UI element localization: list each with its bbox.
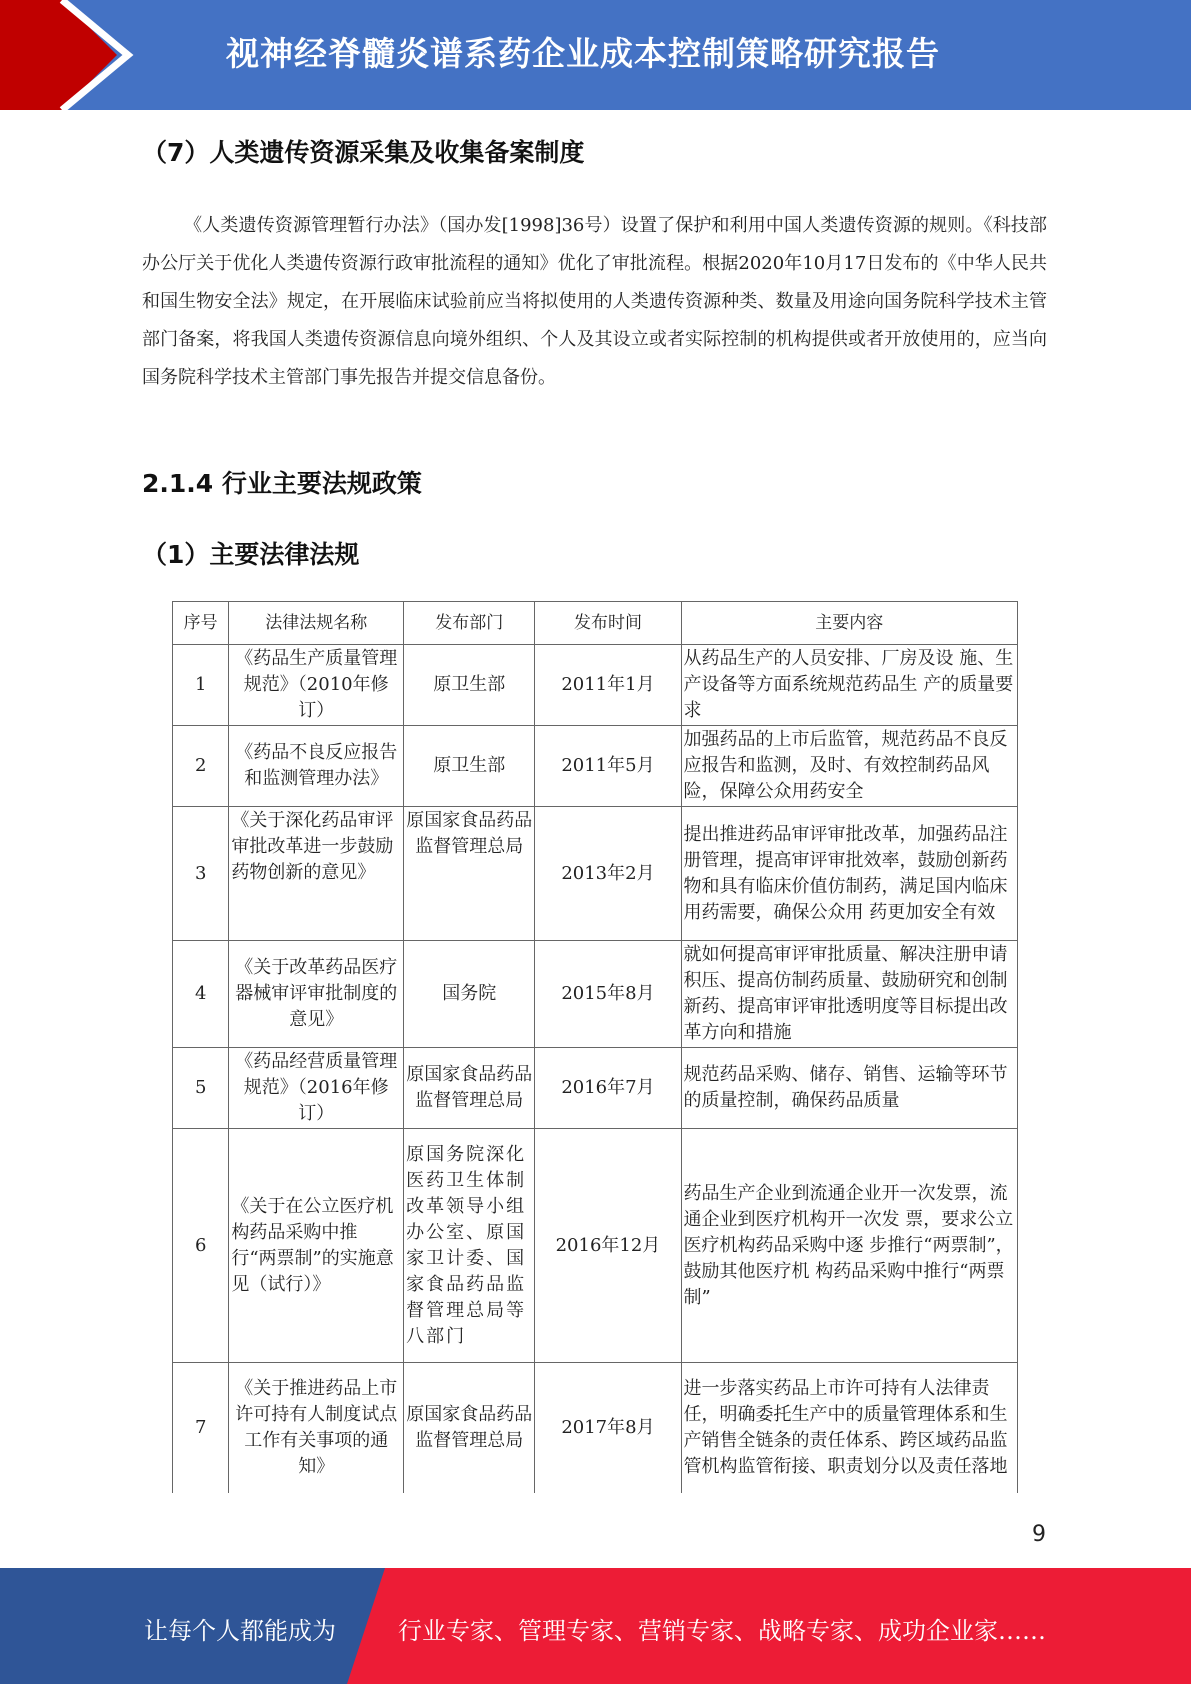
cell-date: 2017年8月 xyxy=(535,1363,681,1493)
cell-date: 2016年12月 xyxy=(535,1129,681,1363)
cell-no: 6 xyxy=(173,1129,229,1363)
cell-dept: 国务院 xyxy=(404,941,535,1048)
cell-content: 提出推进药品审评审批改革，加强药品注册管理，提高审评审批效率，鼓励创新药物和具有临床价值仿制药，满足国内临床用药需要，确保公众用 药更加安全有效 xyxy=(681,807,1017,941)
cell-dept: 原卫生部 xyxy=(404,645,535,726)
header-red-arrow xyxy=(0,0,117,110)
section-heading-2-1-4: 2.1.4 行业主要法规政策 xyxy=(142,469,422,498)
cell-name: 《药品经营质量管理规范》（2016年修订） xyxy=(229,1048,404,1129)
cell-date: 2015年8月 xyxy=(535,941,681,1048)
header-name: 法律法规名称 xyxy=(229,602,404,645)
footer-slogan-left: 让每个人都能成为 xyxy=(144,1617,336,1645)
table-row xyxy=(173,1129,1018,1363)
report-title: 视神经脊髓炎谱系药企业成本控制策略研究报告 xyxy=(226,34,940,73)
cell-content: 规范药品采购、储存、销售、运输等环节的质量控制，确保药品质量 xyxy=(681,1048,1017,1129)
report-footer xyxy=(0,1568,1191,1684)
cell-name: 《关于深化药品审评审批改革进一步鼓励药物创新的意见》 xyxy=(229,807,404,941)
laws-table xyxy=(172,601,1018,1493)
cell-date: 2013年2月 xyxy=(535,807,681,941)
header-content: 主要内容 xyxy=(681,602,1017,645)
cell-content: 就如何提高审评审批质量、解决注册申请积压、提高仿制药质量、鼓励研究和创制新药、提高审评审批透明度等目标提出改革方向和措施 xyxy=(681,941,1017,1048)
section-heading-genetic-resources: （7）人类遗传资源采集及收集备案制度 xyxy=(142,138,585,167)
cell-dept: 原国家食品药品监督管理总局 xyxy=(404,1363,535,1493)
cell-content: 进一步落实药品上市许可持有人法律责任，明确委托生产中的质量管理体系和生产销售全链条的责任体系、跨区域药品监管机构监管衔接、职责划分以及责任落地 xyxy=(681,1363,1017,1493)
cell-dept: 原卫生部 xyxy=(404,726,535,807)
cell-no: 1 xyxy=(173,645,229,726)
header-no: 序号 xyxy=(173,602,229,645)
table-row xyxy=(173,807,1018,941)
paragraph-text: 《人类遗传资源管理暂行办法》（国办发[1998]36号）设置了保护和利用中国人类遗传资源的规则。《科技部办公厅关于优化人类遗传资源行政审批流程的通知》优化了审批流程。根据2020年10月17日发布的《中华人民共和国生物安全法》规定，在开展临床试验前应当将拟使用的人类遗传资源种类、数量及用途向国务院科学技术主管部门备案，将我国人类遗传资源信息向境外组织、个人及其设立或者实际控制的机构提供或者开放使用的，应当向国务院科学技术主管部门事先报告并提交信息备份。 xyxy=(142,215,1047,388)
header-dept: 发布部门 xyxy=(404,602,535,645)
cell-dept: 原国家食品药品监督管理总局 xyxy=(404,807,535,941)
footer-slogan-right: 行业专家、管理专家、营销专家、战略专家、成功企业家…… xyxy=(398,1617,1046,1645)
cell-no: 7 xyxy=(173,1363,229,1493)
cell-date: 2011年5月 xyxy=(535,726,681,807)
table-header-row xyxy=(173,602,1018,645)
table-row xyxy=(173,645,1018,726)
cell-name: 《关于推进药品上市许可持有人制度试点工作有关事项的通知》 xyxy=(229,1363,404,1493)
cell-name: 《关于在公立医疗机构药品采购中推行“两票制”的实施意见（试行）》 xyxy=(229,1129,404,1363)
cell-name: 《药品生产质量管理规范》（2010年修订） xyxy=(229,645,404,726)
cell-dept: 原国务院深化医药卫生体制改革领导小组办公室、原国家卫计委、国家食品药品监督管理总局等八部门 xyxy=(404,1129,535,1363)
cell-content: 药品生产企业到流通企业开一次发票，流通企业到医疗机构开一次发 票，要求公立医疗机构药品采购中逐 步推行“两票制”，鼓励其他医疗机 构药品采购中推行“两票制” xyxy=(681,1129,1017,1363)
table-row xyxy=(173,1363,1018,1493)
cell-dept: 原国家食品药品监督管理总局 xyxy=(404,1048,535,1129)
cell-no: 4 xyxy=(173,941,229,1048)
cell-date: 2016年7月 xyxy=(535,1048,681,1129)
cell-content: 从药品生产的人员安排、厂房及设 施、生产设备等方面系统规范药品生 产的质量要求 xyxy=(681,645,1017,726)
table-row xyxy=(173,726,1018,807)
page-number: 9 xyxy=(1032,1522,1046,1547)
cell-date: 2011年1月 xyxy=(535,645,681,726)
cell-no: 2 xyxy=(173,726,229,807)
cell-content: 加强药品的上市后监管，规范药品不良反应报告和监测，及时、有效控制药品风险，保障公众用药安全 xyxy=(681,726,1017,807)
report-header xyxy=(0,0,1191,110)
header-date: 发布时间 xyxy=(535,602,681,645)
cell-name: 《药品不良反应报告和监测管理办法》 xyxy=(229,726,404,807)
cell-name: 《关于改革药品医疗器械审评审批制度的意见》 xyxy=(229,941,404,1048)
cell-no: 5 xyxy=(173,1048,229,1129)
table-row xyxy=(173,1048,1018,1129)
table-row xyxy=(173,941,1018,1048)
body-paragraph xyxy=(142,207,1047,397)
cell-no: 3 xyxy=(173,807,229,941)
section-heading-main-laws: （1）主要法律法规 xyxy=(142,540,360,569)
